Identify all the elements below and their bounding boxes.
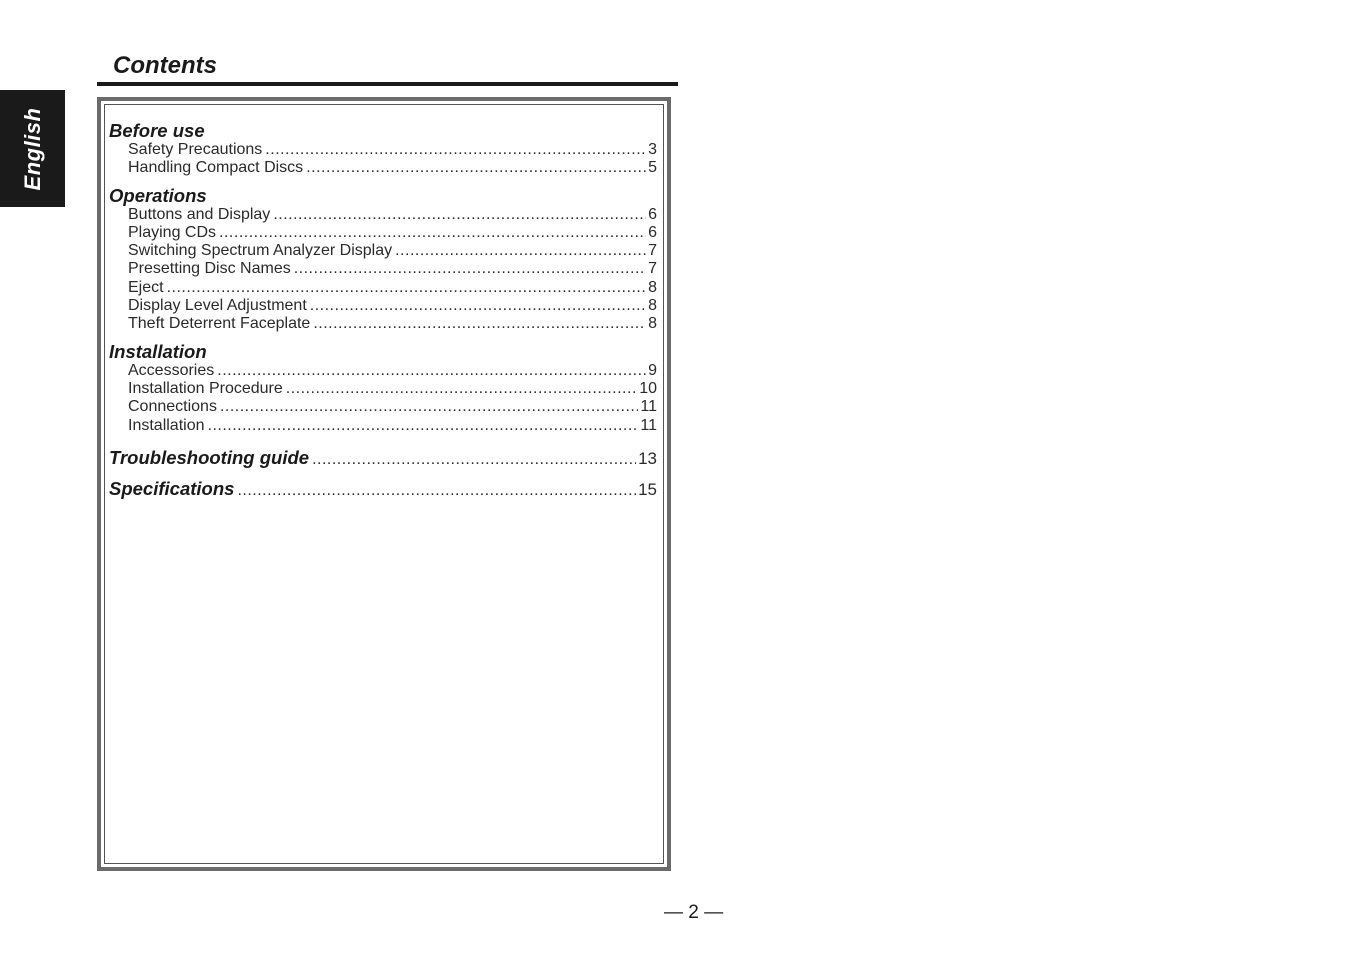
section-heading: Installation	[109, 340, 207, 362]
toc-entry-page: 7	[648, 260, 657, 278]
page-title: Contents	[113, 52, 217, 79]
dot-leader	[310, 297, 646, 315]
toc-entry[interactable]	[109, 297, 657, 315]
dot-leader	[217, 362, 646, 380]
toc-section-before-use	[109, 121, 657, 178]
dot-leader	[306, 159, 646, 177]
language-tab	[0, 90, 65, 207]
toc-entry[interactable]	[109, 279, 657, 297]
page-number: — 2 —	[664, 902, 724, 923]
dot-leader	[294, 260, 646, 278]
toc-entry-label: Accessories	[128, 361, 215, 379]
dot-leader	[208, 417, 639, 435]
toc-entry-page: 5	[648, 159, 657, 177]
toc-entry-label: Connections	[128, 398, 217, 416]
toc-entry[interactable]	[109, 362, 657, 380]
toc-entry[interactable]	[109, 159, 657, 177]
toc-entry[interactable]	[109, 206, 657, 224]
toc-entry[interactable]	[109, 260, 657, 278]
dot-leader	[395, 242, 646, 260]
toc-entry-page: 10	[639, 379, 657, 397]
toc-entry-label: Playing CDs	[128, 223, 217, 241]
language-tab-label: English	[19, 107, 45, 190]
toc-entry-label: Buttons and Display	[128, 205, 271, 223]
toc-entry-label: Installation Procedure	[128, 379, 283, 397]
toc-entry-label: Display Level Adjustment	[128, 297, 307, 315]
dot-leader	[286, 380, 637, 398]
table-of-contents	[109, 121, 657, 502]
toc-entry-label: Installation	[128, 416, 205, 434]
toc-entry-label: Handling Compact Discs	[128, 159, 304, 177]
toc-entry-label: Presetting Disc Names	[128, 260, 291, 278]
title-rule	[97, 82, 678, 86]
toc-entry-page: 8	[648, 315, 657, 333]
toc-entry-page: 15	[638, 479, 657, 499]
dot-leader	[312, 449, 636, 471]
toc-entry-troubleshooting[interactable]	[109, 447, 657, 471]
toc-entry-specifications[interactable]	[109, 478, 657, 502]
toc-entry-page: 11	[640, 398, 657, 416]
toc-entry-page: 7	[648, 242, 657, 260]
toc-entry[interactable]	[109, 315, 657, 333]
toc-entry[interactable]	[109, 417, 657, 435]
toc-entry-label: Theft Deterrent Faceplate	[128, 315, 311, 333]
toc-entry-page: 6	[648, 223, 657, 241]
toc-entry-page: 3	[648, 141, 657, 158]
toc-entry[interactable]	[109, 398, 657, 416]
section-heading: Operations	[109, 184, 207, 206]
toc-entry-page: 13	[638, 448, 657, 468]
toc-entry[interactable]	[109, 242, 657, 260]
toc-entry-page: 8	[648, 297, 657, 315]
toc-entry-label: Switching Spectrum Analyzer Display	[128, 242, 393, 260]
toc-entry[interactable]	[109, 380, 657, 398]
dot-leader	[273, 206, 646, 224]
toc-entry[interactable]	[109, 224, 657, 242]
section-heading: Before use	[109, 120, 205, 141]
toc-entry-page: 9	[648, 361, 657, 379]
toc-entry-label: Eject	[128, 278, 164, 296]
toc-section-installation	[109, 342, 657, 435]
dot-leader	[265, 141, 646, 159]
dot-leader	[219, 224, 646, 242]
toc-entry-label: Safety Precautions	[128, 141, 263, 158]
toc-entry-page: 8	[648, 278, 657, 296]
toc-entry-label: Troubleshooting guide	[109, 446, 310, 468]
toc-entry-page: 6	[648, 205, 657, 223]
dot-leader	[313, 315, 646, 333]
dot-leader	[220, 398, 638, 416]
toc-entry-label: Specifications	[109, 477, 235, 499]
toc-entry[interactable]	[109, 141, 657, 159]
toc-section-operations	[109, 186, 657, 334]
dot-leader	[237, 480, 636, 502]
toc-entry-page: 11	[640, 416, 657, 434]
dot-leader	[167, 279, 647, 297]
